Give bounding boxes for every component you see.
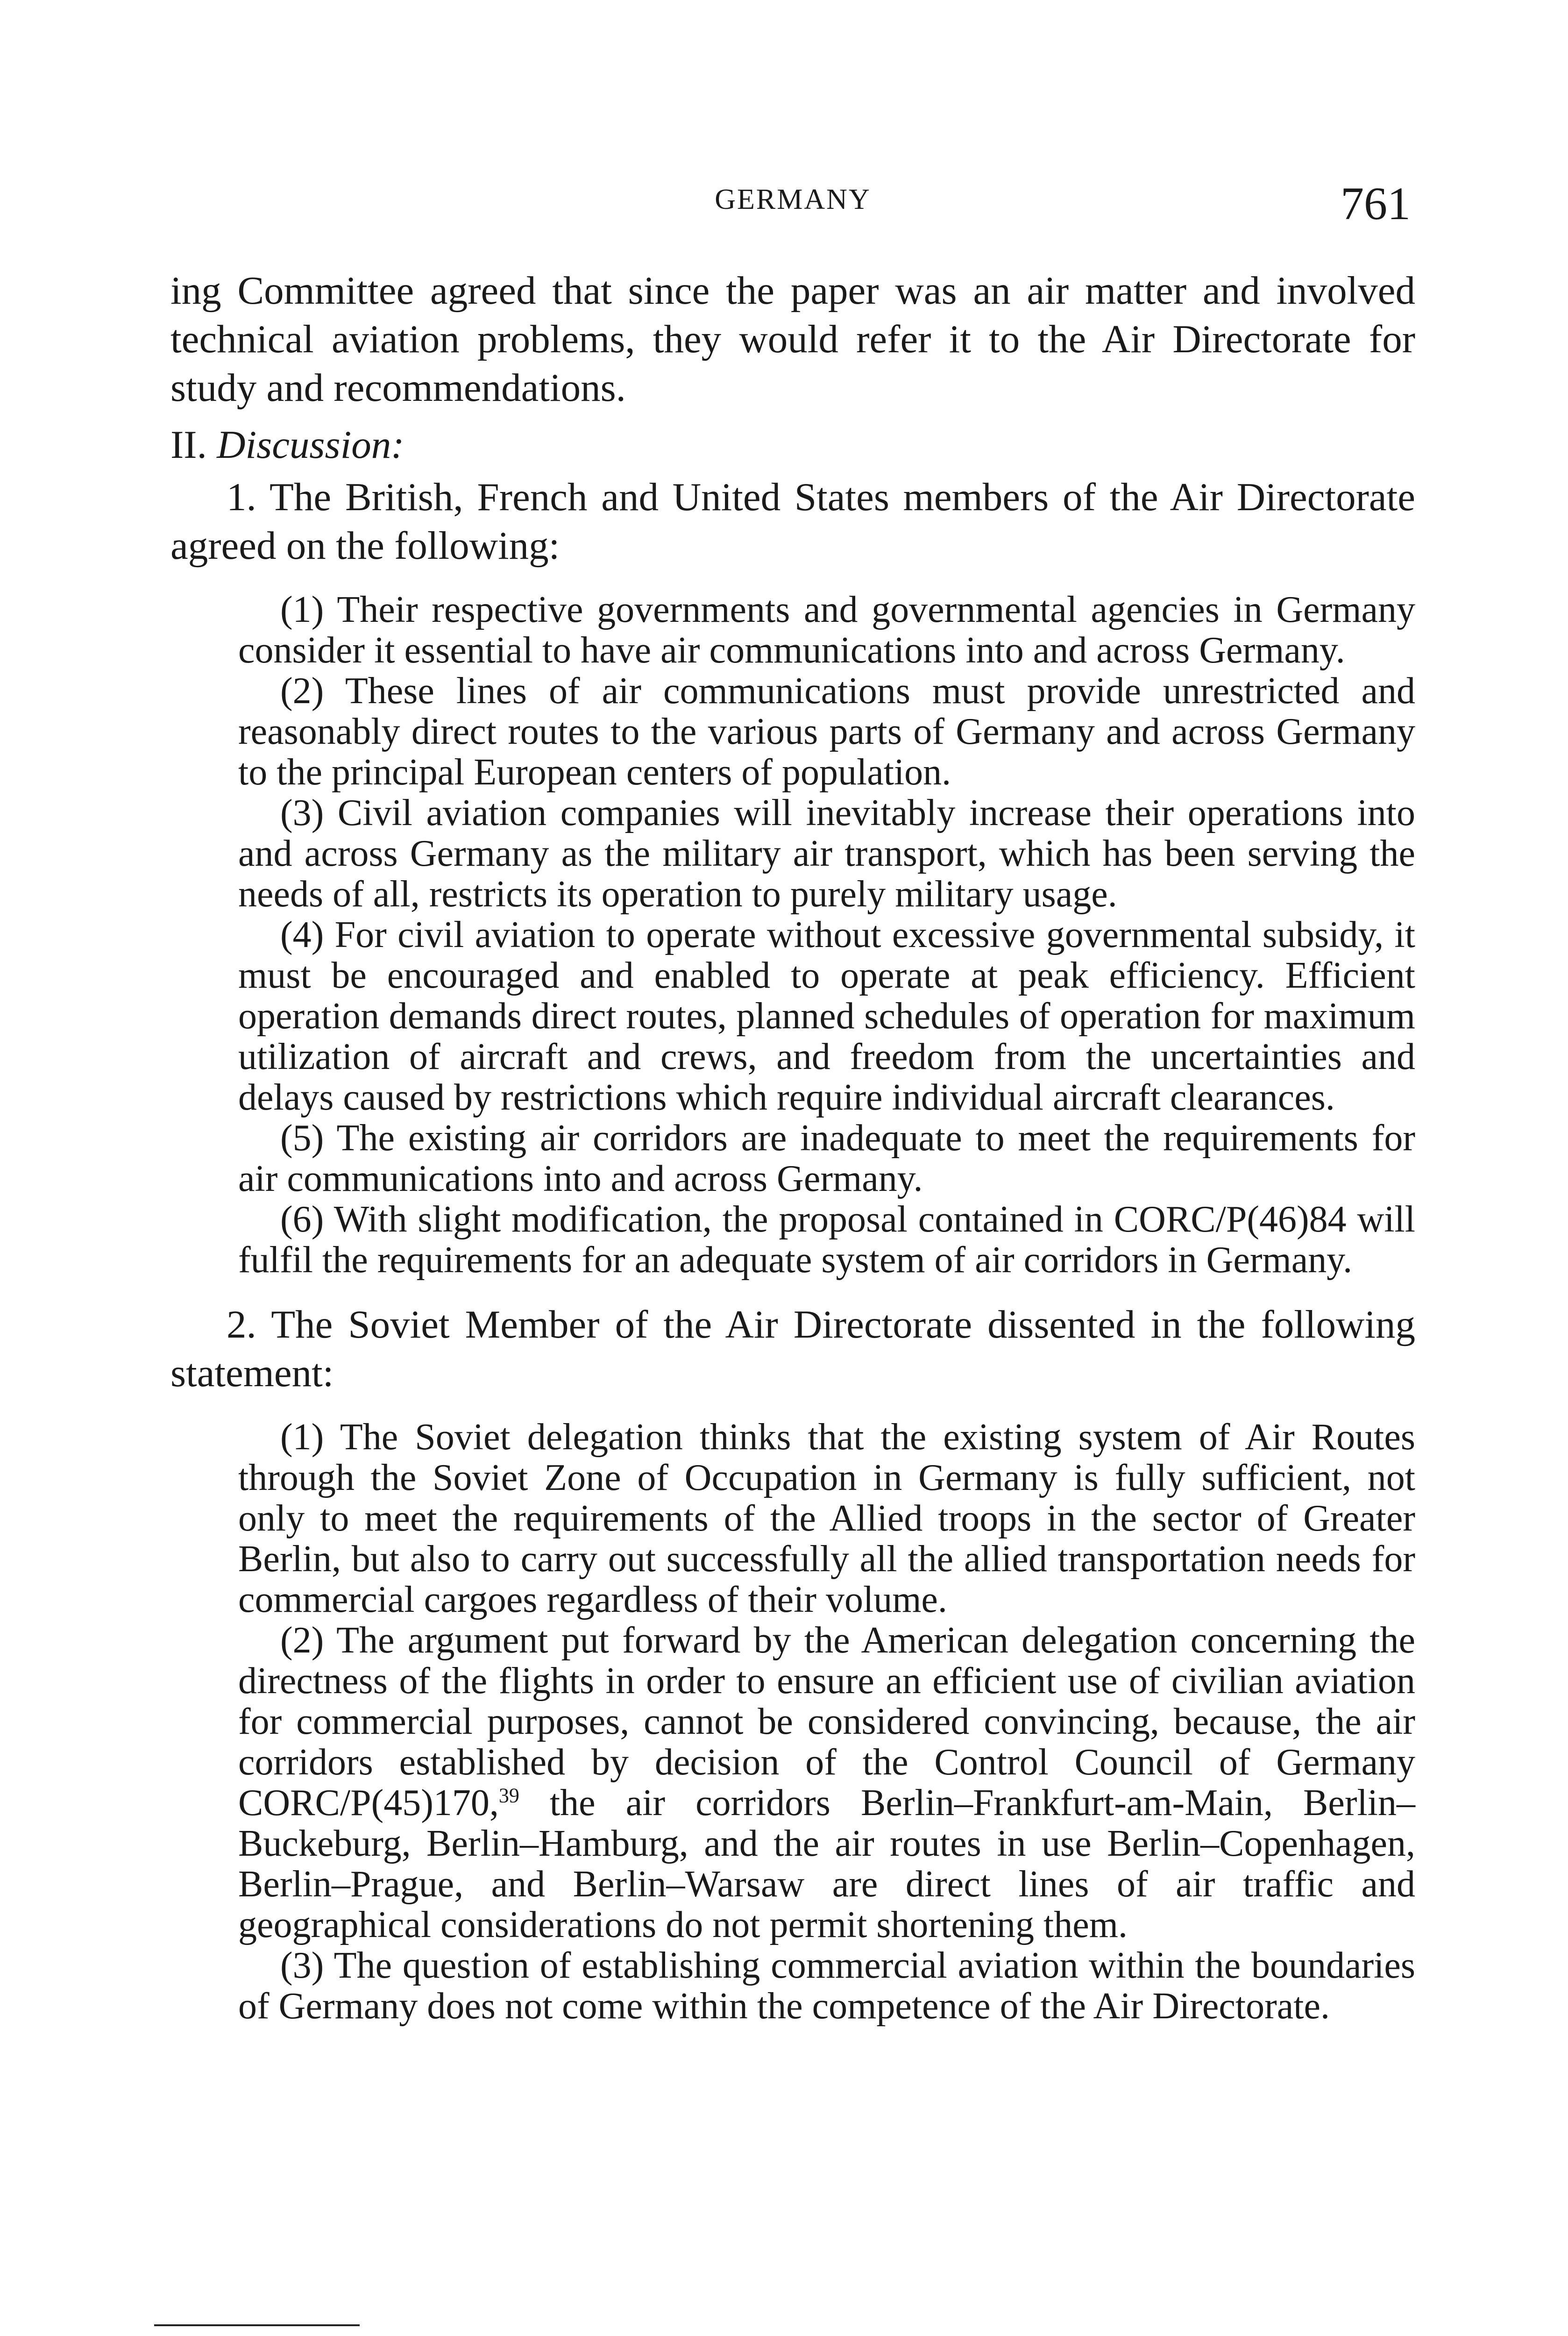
list-item: (1) Their respective governments and governmental agencies in Germany consider it essential to have air communications into and across Germany. <box>238 589 1415 671</box>
intro-paragraph: ing Committee agreed that since the paper was an air matter and involved technical aviation problems, they would refer it to the Air Directorate for study and recommendations. <box>170 269 1415 410</box>
list-item-text: (2) The argument put forward by the American delegation concerning the directness of the flights in order to ensure an efficient use of civilian aviation for commercial purposes, cannot be considered convincing, because, the air corridors established by decision of the Control Council of Germany CORC/P(45)170, <box>238 1620 1415 1823</box>
paragraph-1-intro: 1. The British, French and United States members of the Air Directorate agreed on the following: <box>170 475 1415 568</box>
list-item: (4) For civil aviation to operate without excessive governmental subsidy, it must be encouraged and enabled to operate at peak efficiency. Efficient operation demands direct routes, planned schedules of operation for maximum utilization of aircraft and crews, and freedom from the uncertainties and delays caused by restrictions which require individual aircraft clearances. <box>238 914 1415 1118</box>
list-item-text: the air corridors Berlin–Frankfurt-am-Main, Berlin–Buckeburg, Berlin–Hamburg, and the air routes in use Berlin–Copenhagen, Berlin–Prague, and Berlin–Warsaw are direct lines of air traffic and geographical considerations do not permit shortening them. <box>238 1782 1415 1945</box>
section-heading <box>170 420 1415 469</box>
paragraph-1-items <box>238 590 1415 1281</box>
footnote-reference[interactable]: 39 <box>498 1784 519 1807</box>
section-number: II. <box>170 423 207 467</box>
list-item: (6) With slight modification, the proposal contained in CORC/P(46)84 will fulfil the requirements for an adequate system of air corridors in Germany. <box>238 1199 1415 1281</box>
page-header <box>170 177 1415 233</box>
list-item <box>238 1620 1415 1945</box>
list-item: (3) The question of establishing commercial aviation within the boundaries of Germany does not come within the competence of the Air Directorate. <box>238 1945 1415 2027</box>
footnote-divider <box>154 2324 360 2326</box>
body-text <box>170 266 1415 2027</box>
list-item: (2) These lines of air communications must provide unrestricted and reasonably direct routes to the various parts of Germany and across Germany to the principal European centers of population. <box>238 670 1415 793</box>
running-head: GERMANY <box>715 184 871 215</box>
page-number: 761 <box>1341 178 1411 229</box>
list-item: (3) Civil aviation companies will inevitably increase their operations into and across Germany as the military air transport, which has been serving the needs of all, restricts its operation to purely military usage. <box>238 792 1415 915</box>
list-item: (5) The existing air corridors are inadequate to meet the requirements for air communications into and across Germany. <box>238 1118 1415 1199</box>
paragraph-2-items <box>238 1417 1415 2027</box>
paragraph-2-intro: 2. The Soviet Member of the Air Directorate dissented in the following statement: <box>170 1303 1415 1395</box>
section-title: Discussion: <box>217 423 404 467</box>
list-item: (1) The Soviet delegation thinks that the existing system of Air Routes through the Soviet Zone of Occupation in Germany is fully sufficient, not only to meet the requirements of the Allied troops in the sector of Greater Berlin, but also to carry out successfully all the allied transportation needs for commercial cargoes regardless of their volume. <box>238 1417 1415 1620</box>
